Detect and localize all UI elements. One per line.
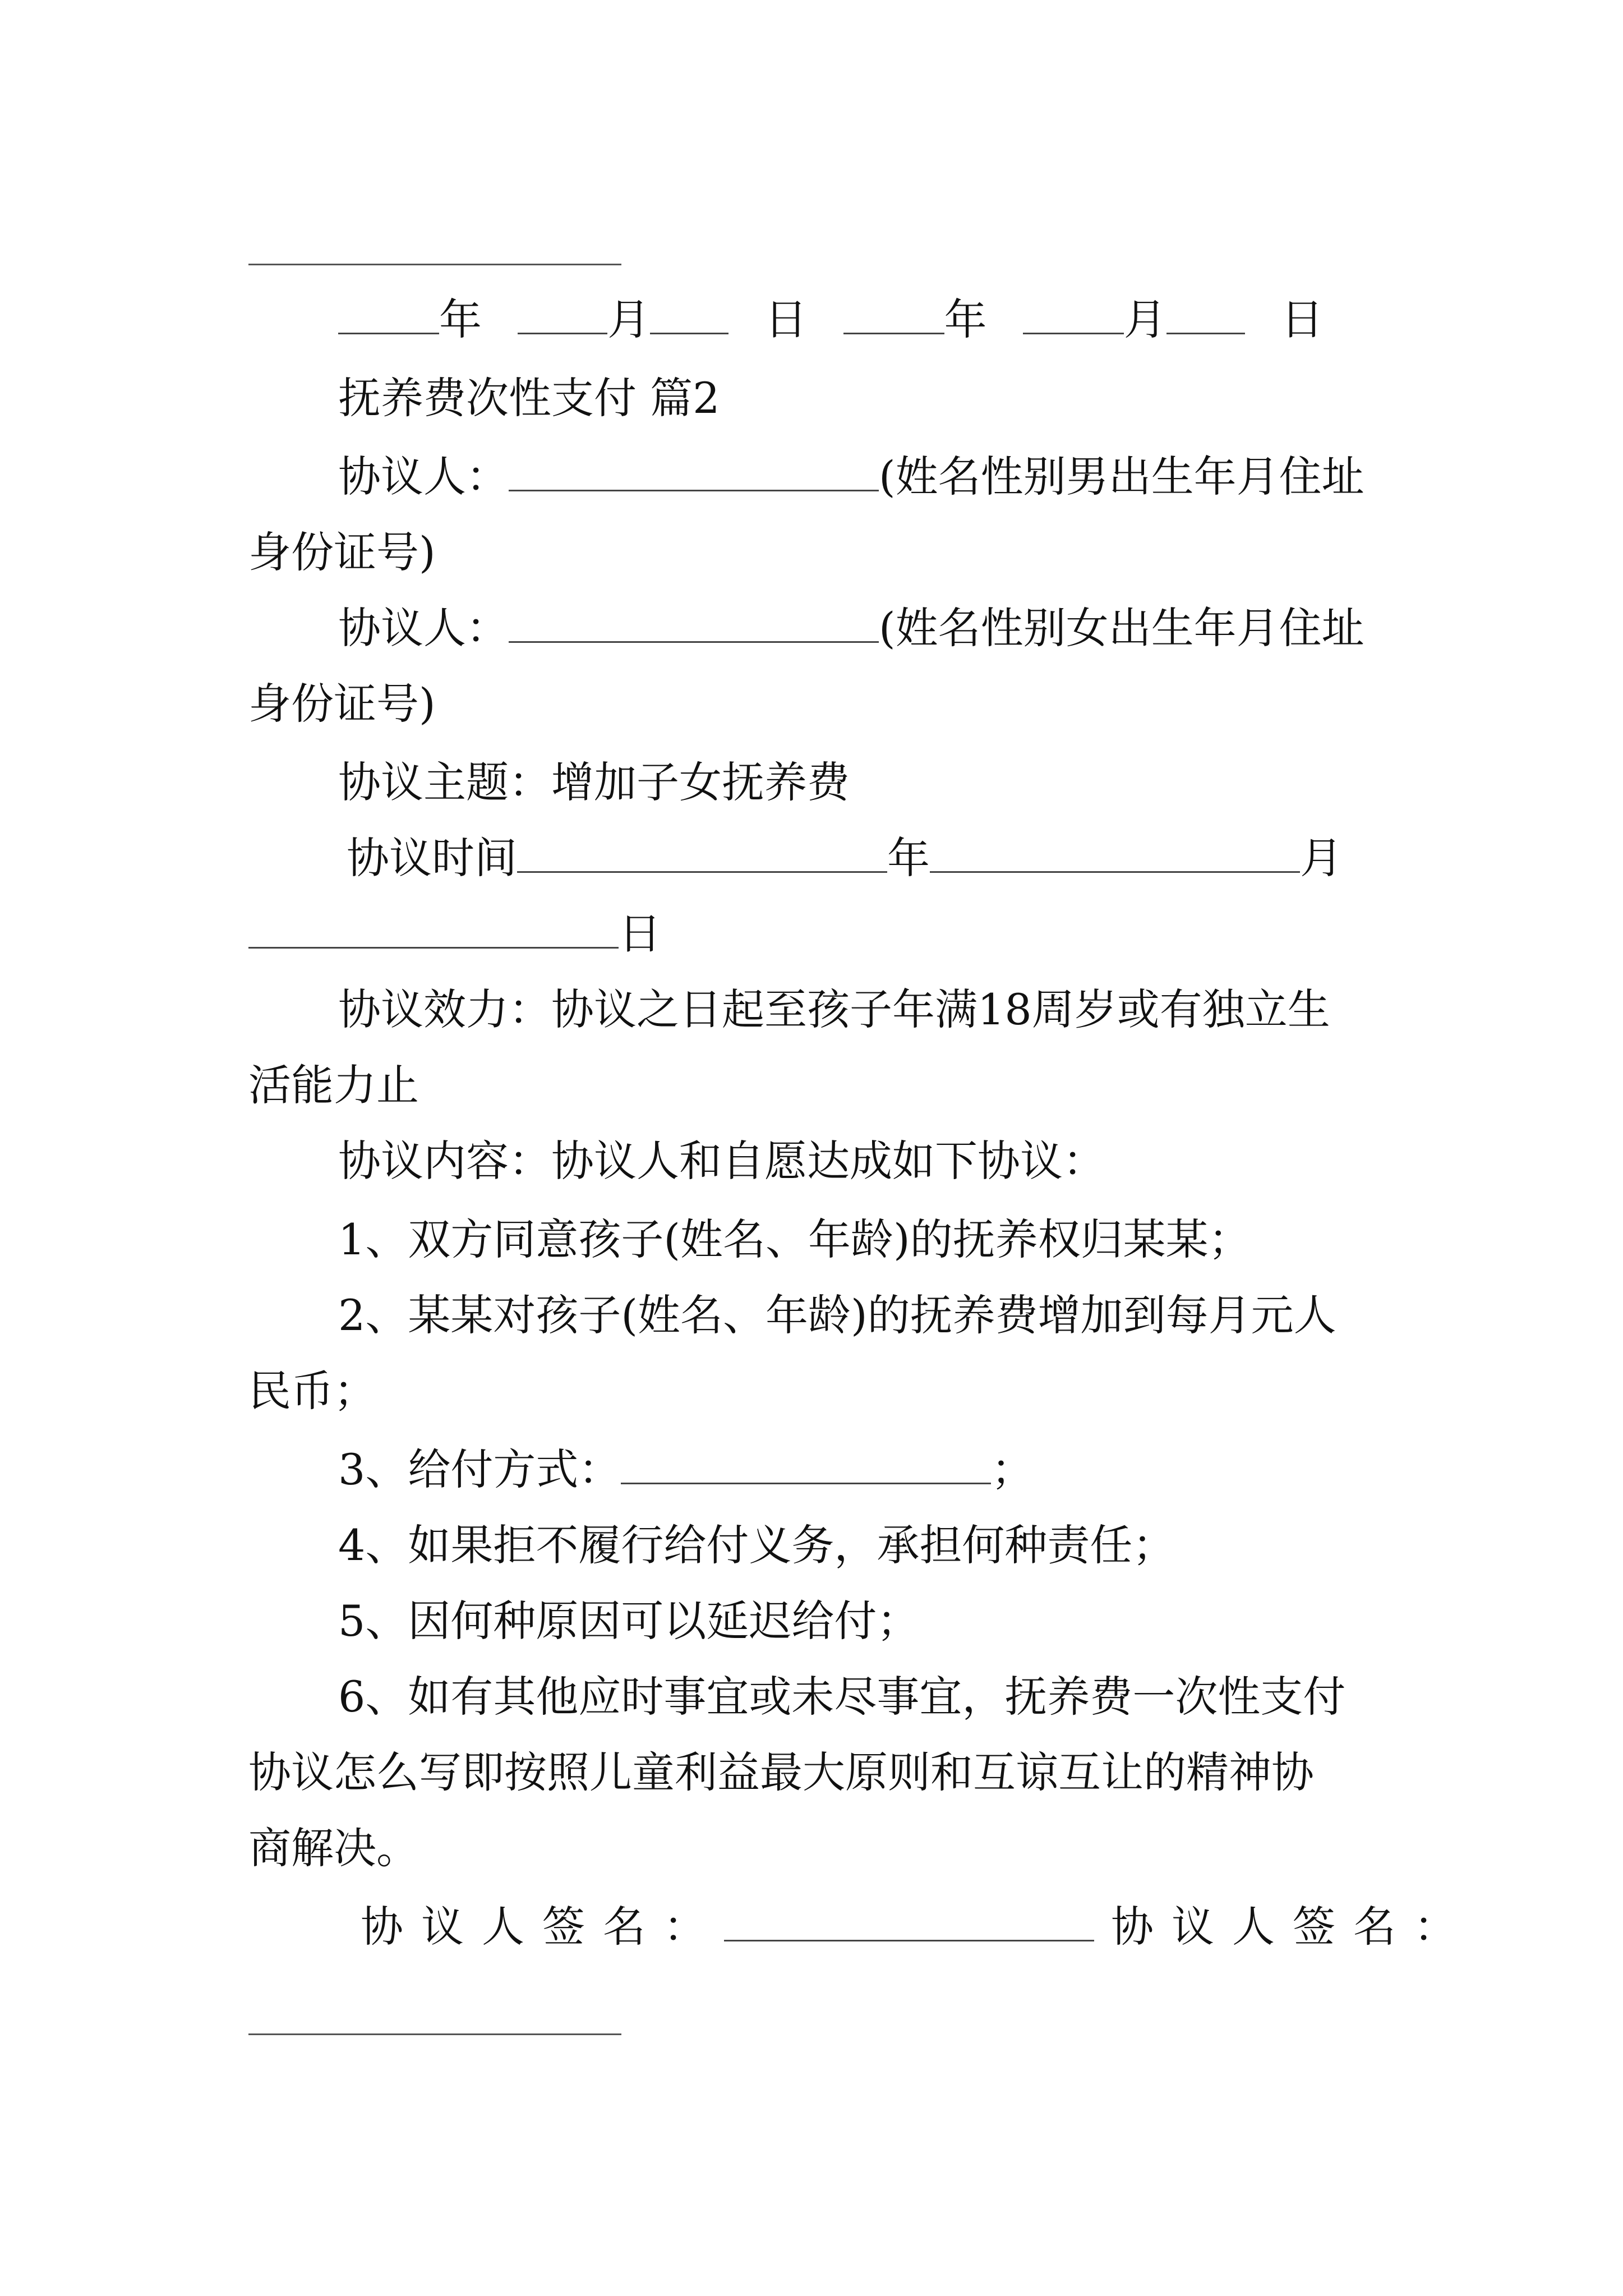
month-label: 月: [607, 295, 651, 344]
item-5: 5、因何种原因可以延迟给付；: [338, 1596, 920, 1646]
item-6-line2: 协议怎么写即按照儿童利益最大原则和互谅互让的精神协: [248, 1747, 1314, 1797]
year-label: 年: [944, 295, 987, 344]
blank-line[interactable]: [650, 299, 728, 334]
item-4: 4、如果拒不履行给付义务，承担何种责任；: [338, 1520, 1175, 1570]
day-label: 日: [1280, 295, 1324, 344]
agreement-subject: 协议主题：增加子女抚养费: [338, 757, 850, 807]
year-label: 年: [439, 295, 482, 344]
item-2-line2: 民币；: [248, 1366, 376, 1416]
day-label: 日: [764, 295, 808, 344]
month-label: 月: [1123, 295, 1166, 344]
payment-method-blank[interactable]: [621, 1449, 991, 1484]
agreement-time-line: [248, 830, 1491, 886]
item-2-line1: 2、某某对孩子(姓名、年龄)的抚养费增加到每月元人: [338, 1290, 1336, 1340]
item-1: 1、双方同意孩子(姓名、年龄)的抚养权归某某；: [338, 1214, 1251, 1264]
party1-desc: (姓名性别男出生年月住址: [879, 452, 1364, 501]
party2-desc: (姓名性别女出生年月住址: [879, 603, 1364, 653]
signature-label-2: 协议人签名：: [1111, 1902, 1474, 1952]
blank-line[interactable]: [1023, 299, 1124, 334]
signature-label-1: 协议人签名：: [361, 1902, 724, 1952]
punctuation: ；: [991, 1444, 1034, 1494]
signature-line: [248, 1899, 1505, 1955]
year-label: 年: [887, 833, 930, 883]
date-row: [248, 292, 1482, 348]
signature-blank-2[interactable]: [248, 2033, 621, 2035]
content-intro: 协议内容：协议人和自愿达成如下协议：: [338, 1136, 1105, 1186]
party1-label: 协议人：: [338, 452, 509, 501]
party2-name-blank[interactable]: [509, 608, 879, 643]
time-label: 协议时间: [347, 833, 517, 883]
blank-line[interactable]: [518, 299, 607, 334]
month-label: 月: [1300, 833, 1343, 883]
payment-method-label: 3、给付方式：: [338, 1444, 621, 1494]
item-6-line3: 商解决。: [248, 1823, 419, 1873]
party1-line: [248, 449, 1482, 505]
time-day-blank[interactable]: [248, 913, 619, 949]
time-year-blank[interactable]: [517, 838, 887, 873]
section-heading: 抚养费次性支付 篇2: [338, 373, 720, 423]
blank-line[interactable]: [1166, 299, 1245, 334]
party2-label: 协议人：: [338, 603, 509, 653]
party1-cont: 身份证号): [248, 527, 436, 577]
agreement-time-day: [248, 906, 1393, 962]
top-blank-rule: [248, 264, 621, 265]
blank-line[interactable]: [843, 299, 944, 334]
party2-line: [248, 600, 1482, 656]
item-6-line1: 6、如有其他应时事宜或未尽事宜，抚养费一次性支付: [338, 1672, 1346, 1722]
time-month-blank[interactable]: [930, 838, 1300, 873]
item-3: [248, 1442, 1482, 1498]
party2-cont: 身份证号): [248, 679, 436, 729]
effect-line2: 活能力止: [248, 1060, 419, 1110]
signature-blank-1[interactable]: [724, 1906, 1094, 1941]
party1-name-blank[interactable]: [509, 456, 879, 491]
day-label: 日: [619, 909, 661, 959]
effect-line1: 协议效力：协议之日起至孩子年满18周岁或有独立生: [338, 984, 1330, 1034]
blank-line[interactable]: [338, 299, 439, 334]
